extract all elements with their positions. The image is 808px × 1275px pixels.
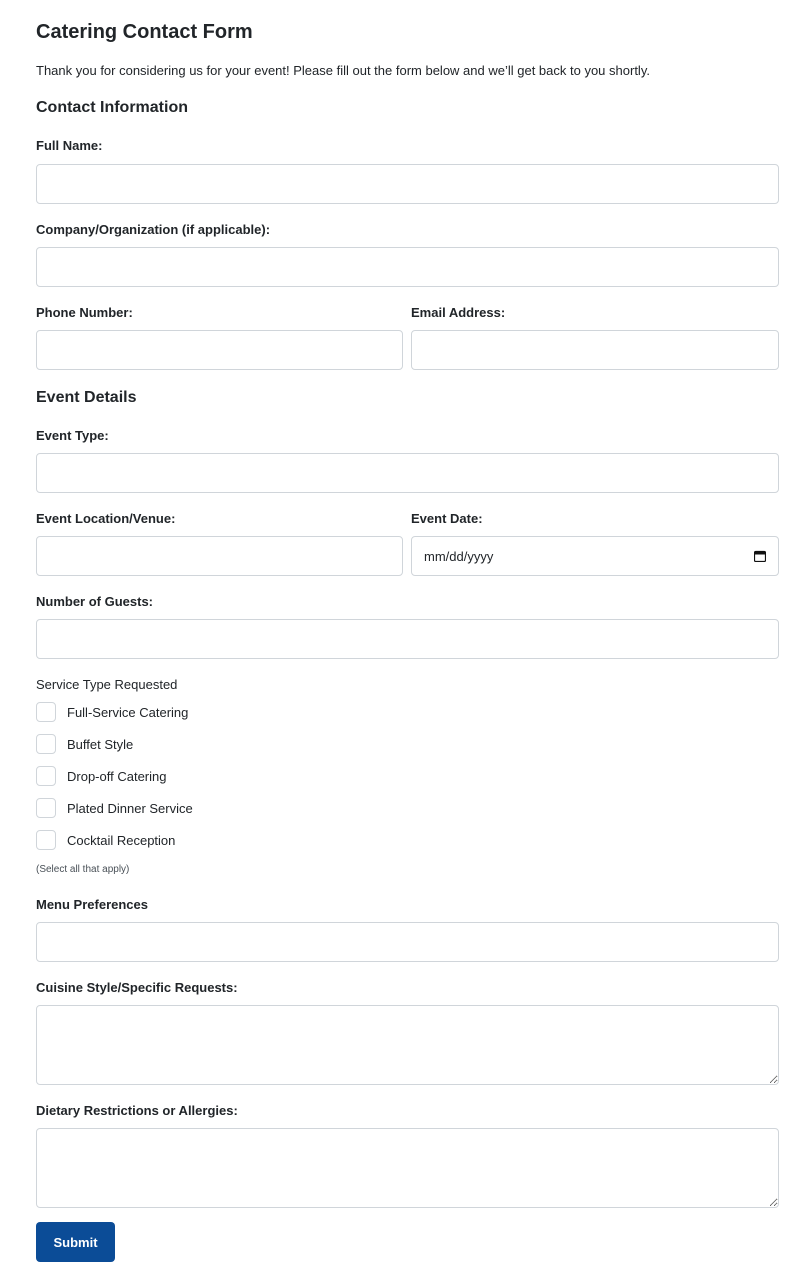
checkbox-label: Buffet Style xyxy=(67,736,134,752)
checkbox[interactable] xyxy=(36,734,56,754)
guests-input[interactable] xyxy=(36,619,779,659)
section-heading-event: Event Details xyxy=(36,389,137,406)
phone-label: Phone Number: xyxy=(36,305,133,320)
service-option-drop-off[interactable] xyxy=(36,766,166,786)
email-input[interactable] xyxy=(411,330,779,370)
event-date-input[interactable] xyxy=(411,536,779,576)
event-location-label: Event Location/Venue: xyxy=(36,511,176,526)
calendar-icon[interactable] xyxy=(754,550,766,562)
phone-input[interactable] xyxy=(36,330,403,370)
company-label: Company/Organization (if applicable): xyxy=(36,222,271,237)
service-option-plated-dinner[interactable] xyxy=(36,798,193,818)
checkbox[interactable] xyxy=(36,798,56,818)
dietary-label: Dietary Restrictions or Allergies: xyxy=(36,1103,238,1118)
checkbox-label: Full-Service Catering xyxy=(67,704,189,720)
checkbox-label: Cocktail Reception xyxy=(67,832,176,848)
full-name-label: Full Name: xyxy=(36,138,103,153)
guests-label: Number of Guests: xyxy=(36,594,154,609)
service-option-cocktail[interactable] xyxy=(36,830,175,850)
cuisine-textarea[interactable] xyxy=(36,1005,779,1085)
checkbox[interactable] xyxy=(36,702,56,722)
service-help-text: (Select all that apply) xyxy=(36,864,130,875)
checkbox-label: Plated Dinner Service xyxy=(67,800,193,816)
menu-preferences-label: Menu Preferences xyxy=(36,897,148,912)
cuisine-label: Cuisine Style/Specific Requests: xyxy=(36,980,238,995)
event-location-input[interactable] xyxy=(36,536,403,576)
email-label: Email Address: xyxy=(411,305,506,320)
checkbox[interactable] xyxy=(36,766,56,786)
form-title: Catering Contact Form xyxy=(36,21,253,43)
event-type-input[interactable] xyxy=(36,453,779,493)
event-date-placeholder: mm/dd/yyyy xyxy=(424,548,494,564)
event-type-label: Event Type: xyxy=(36,428,109,443)
submit-button[interactable]: Submit xyxy=(36,1222,115,1262)
section-heading-contact: Contact Information xyxy=(36,99,188,116)
company-input[interactable] xyxy=(36,247,779,287)
service-type-heading: Service Type Requested xyxy=(36,677,178,692)
service-option-full-service[interactable] xyxy=(36,702,188,722)
menu-preferences-input[interactable] xyxy=(36,922,779,962)
checkbox-label: Drop-off Catering xyxy=(67,768,167,784)
checkbox[interactable] xyxy=(36,830,56,850)
service-option-buffet[interactable] xyxy=(36,734,133,754)
full-name-input[interactable] xyxy=(36,164,779,204)
form-intro: Thank you for considering us for your event! Please fill out the form below and we’ll get back to you shortly. xyxy=(36,63,650,78)
dietary-textarea[interactable] xyxy=(36,1128,779,1208)
event-date-label: Event Date: xyxy=(411,511,483,526)
